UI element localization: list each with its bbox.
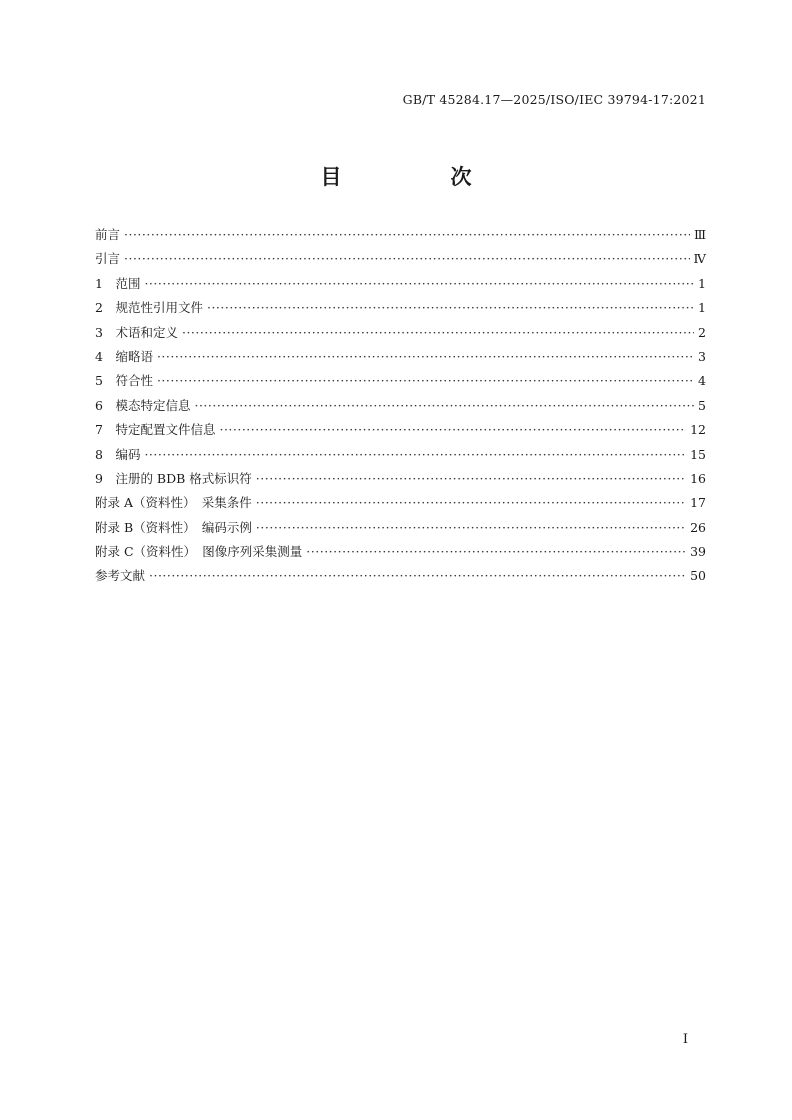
toc-entry-label: 4 缩略语 <box>95 348 153 364</box>
toc-entry-scope[interactable] <box>95 274 706 298</box>
toc-entry-page: 17 <box>690 495 706 511</box>
toc-entry-page: 15 <box>690 446 706 462</box>
toc-entry-label: 1 范围 <box>95 275 141 291</box>
toc-entry-page: 1 <box>698 300 706 316</box>
page-title: 目 次 <box>320 165 516 189</box>
dot-leader <box>144 447 686 462</box>
dot-leader <box>182 325 694 340</box>
toc-entry-modality-info[interactable] <box>95 396 706 420</box>
toc-entry-label: 附录 B（资料性） 编码示例 <box>95 519 252 535</box>
toc-entry-encoding[interactable] <box>95 445 706 469</box>
toc-entry-bibliography[interactable] <box>95 566 706 590</box>
dot-leader <box>256 520 686 535</box>
toc-entry-label: 2 规范性引用文件 <box>95 300 203 316</box>
dot-leader <box>256 495 686 510</box>
toc-entry-profile-info[interactable] <box>95 420 706 444</box>
toc-entry-page: 50 <box>690 568 706 584</box>
toc-entry-foreword[interactable] <box>95 225 706 249</box>
toc-entry-page: 1 <box>698 275 706 291</box>
dot-leader <box>149 568 686 583</box>
table-of-contents <box>95 225 706 591</box>
dot-leader <box>124 251 689 266</box>
toc-entry-introduction[interactable] <box>95 249 706 273</box>
toc-entry-page: 39 <box>690 544 706 560</box>
dot-leader <box>306 544 686 559</box>
toc-entry-label: 6 模态特定信息 <box>95 397 191 413</box>
toc-entry-annex-b[interactable] <box>95 518 706 542</box>
toc-entry-label: 8 编码 <box>95 446 141 462</box>
toc-entry-page: 4 <box>698 373 706 389</box>
toc-entry-label: 3 术语和定义 <box>95 324 178 340</box>
toc-entry-label: 5 符合性 <box>95 373 153 389</box>
toc-entry-label: 9 注册的 BDB 格式标识符 <box>95 470 252 486</box>
dot-leader <box>157 349 694 364</box>
toc-entry-page: 3 <box>698 348 706 364</box>
toc-entry-page: 2 <box>698 324 706 340</box>
toc-entry-page: 12 <box>690 422 706 438</box>
toc-entry-conformance[interactable] <box>95 371 706 395</box>
toc-entry-label: 参考文献 <box>95 568 146 584</box>
toc-entry-page: 16 <box>690 470 706 486</box>
toc-entry-annex-a[interactable] <box>95 493 706 517</box>
toc-entry-normative-references[interactable] <box>95 298 706 322</box>
dot-leader <box>144 276 694 291</box>
toc-entry-page: 5 <box>698 397 706 413</box>
standard-code: GB/T 45284.17—2025/ISO/IEC 39794-17:2021 <box>402 92 706 107</box>
toc-entry-label: 附录 A（资料性） 采集条件 <box>95 495 252 511</box>
toc-entry-label: 引言 <box>95 251 121 267</box>
dot-leader <box>219 422 686 437</box>
toc-entry-label: 7 特定配置文件信息 <box>95 422 216 438</box>
toc-entry-page: 26 <box>690 519 706 535</box>
dot-leader <box>157 373 694 388</box>
toc-entry-annex-c[interactable] <box>95 542 706 566</box>
toc-entry-label: 前言 <box>95 227 121 242</box>
dot-leader <box>194 398 694 413</box>
toc-entry-bdb-format[interactable] <box>95 469 706 493</box>
dot-leader <box>124 227 690 242</box>
toc-entry-label: 附录 C（资料性） 图像序列采集测量 <box>95 544 303 560</box>
page-number: Ⅰ <box>682 1032 688 1047</box>
toc-entry-page: Ⅳ <box>693 251 706 267</box>
toc-entry-abbreviations[interactable] <box>95 347 706 371</box>
toc-entry-terms-definitions[interactable] <box>95 323 706 347</box>
toc-entry-page: Ⅲ <box>693 227 706 242</box>
dot-leader <box>256 471 686 486</box>
dot-leader <box>207 300 694 315</box>
